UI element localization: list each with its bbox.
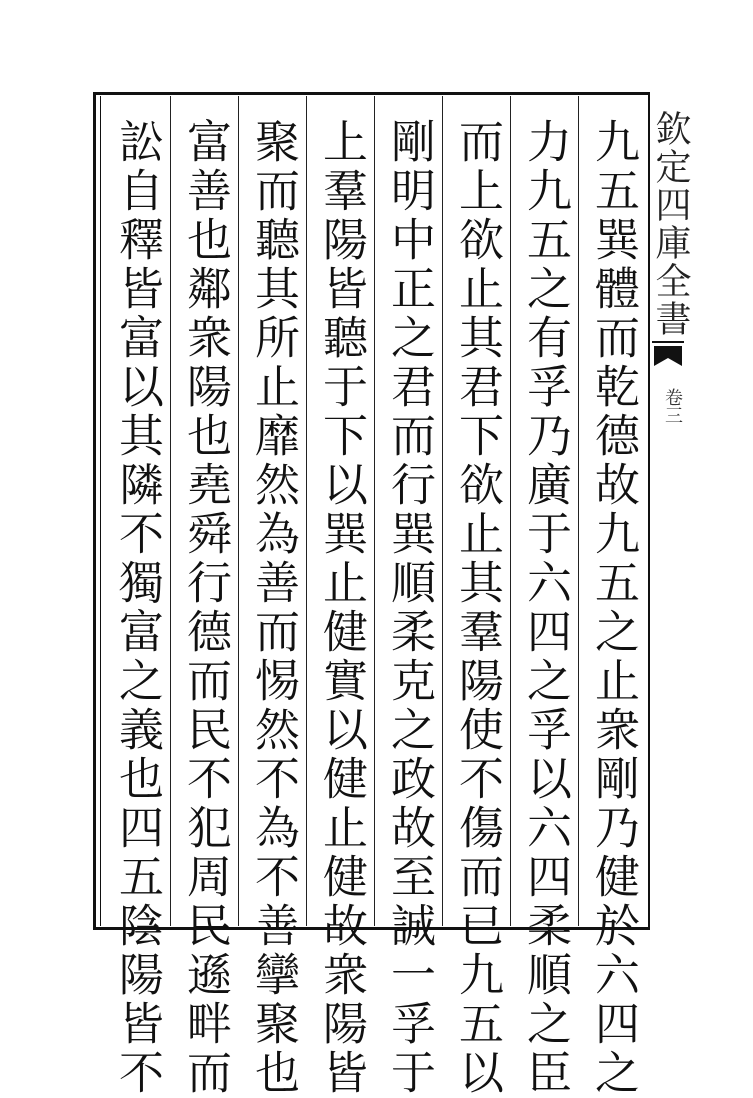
text-column-4: 剛明中正之君而行巽順柔克之政故至誠一孚于 (383, 118, 436, 1098)
margin-juan-label: 卷三 (662, 388, 683, 424)
column-rule (238, 96, 239, 926)
frame-inner-rule (100, 96, 101, 926)
text-column-2: 力九五之有孚乃廣于六四之孚以六四柔順之臣 (519, 118, 572, 1098)
text-column-3: 而上欲止其君下欲止其羣陽使不傷而已九五以 (451, 118, 504, 1098)
column-rule (306, 96, 307, 926)
text-column-5: 上羣陽皆聽于下以巽止健實以健止健故衆陽皆 (315, 118, 368, 1098)
column-rule (374, 96, 375, 926)
margin-book-title: 欽定四庫全書 (650, 110, 691, 338)
text-column-6: 聚而聽其所止靡然為善而惕然不為不善攣聚也 (247, 118, 300, 1098)
fish-tail-icon (650, 340, 686, 376)
text-column-7: 富善也鄰衆陽也堯舜行德而民不犯周民遜畔而 (179, 118, 232, 1098)
column-rule (510, 96, 511, 926)
column-rule (578, 96, 579, 926)
text-column-8: 訟自釋皆富以其隣不獨富之義也四五陰陽皆不 (111, 118, 164, 1098)
column-rule (442, 96, 443, 926)
text-column-1: 九五巽體而乾德故九五之止衆剛乃健於六四之 (587, 118, 640, 1098)
column-rule (170, 96, 171, 926)
